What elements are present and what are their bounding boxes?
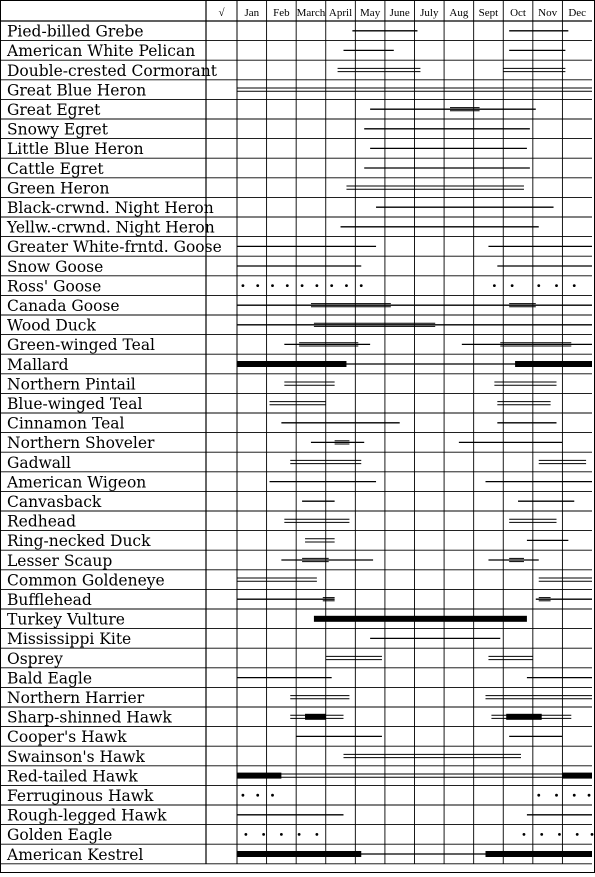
species-name: Sharp-shinned Hawk [7, 708, 172, 727]
species-name: Green Heron [7, 179, 110, 198]
occurrence-marks [237, 31, 593, 857]
occurrence-dot [262, 833, 265, 836]
month-label-feb: Feb [273, 7, 290, 19]
species-name: Red-tailed Hawk [7, 767, 138, 786]
occurrence-bar-thick [237, 851, 361, 857]
occurrence-dot [360, 284, 363, 287]
species-name: American Wigeon [7, 473, 147, 492]
species-name: Wood Duck [7, 316, 96, 335]
occurrence-bar-thick [562, 773, 592, 779]
species-name: Lesser Scaup [7, 551, 113, 570]
species-name: Cattle Egret [7, 159, 104, 178]
occurrence-dot [301, 284, 304, 287]
occurrence-bar-thick [305, 714, 326, 720]
month-label-oct: Oct [510, 7, 526, 19]
species-name: Snow Goose [7, 257, 104, 276]
occurrence-bar-thick [506, 851, 542, 857]
species-name: Bald Eagle [7, 669, 93, 688]
occurrence-dot [523, 833, 526, 836]
month-headers [218, 7, 586, 19]
species-name: Pied-billed Grebe [7, 22, 144, 41]
species-name: Little Blue Heron [7, 140, 144, 159]
species-name: Golden Eagle [7, 826, 113, 845]
species-name: Black-crwnd. Night Heron [7, 199, 214, 217]
species-name: Great Egret [7, 101, 101, 119]
species-name: Great Blue Heron [7, 81, 147, 100]
month-label-dec: Dec [568, 7, 587, 19]
occurrence-dot [330, 284, 333, 287]
species-name: Osprey [7, 649, 63, 668]
month-label-july: July [420, 7, 439, 19]
species-name: Mississippi Kite [7, 630, 132, 649]
species-name: Ross' Goose [7, 277, 102, 296]
species-name: Northern Harrier [7, 689, 145, 707]
occurrence-dot [298, 833, 301, 836]
occurrence-dot [555, 794, 558, 797]
occurrence-dot [345, 284, 348, 287]
occurrence-dot [271, 284, 274, 287]
species-name: Common Goldeneye [7, 571, 165, 590]
species-name: Greater White-frntd. Goose [7, 238, 222, 257]
occurrence-dot [286, 284, 289, 287]
species-name: Turkey Vulture [7, 610, 125, 629]
species-name: Cinnamon Teal [7, 414, 125, 433]
occurrence-dot [588, 794, 591, 797]
month-label-june: June [389, 7, 410, 19]
occurrence-dot [242, 794, 245, 797]
occurrence-dot [555, 284, 558, 287]
month-label-sept: Sept [478, 7, 499, 19]
occurrence-dot [537, 794, 540, 797]
species-name: Gadwall [7, 453, 71, 472]
occurrence-dot [493, 284, 496, 287]
month-label-aug: Aug [449, 7, 469, 19]
species-name: Redhead [7, 512, 77, 531]
occurrence-dot [244, 833, 247, 836]
species-name: Green-winged Teal [7, 336, 156, 355]
occurrence-dot [573, 284, 576, 287]
month-label-april: April [328, 7, 353, 19]
species-name: Snowy Egret [7, 120, 108, 139]
month-label-nov: Nov [538, 7, 558, 19]
species-name: Blue-winged Teal [7, 395, 143, 413]
occurrence-dot [271, 794, 274, 797]
occurrence-dot [315, 284, 318, 287]
occurrence-dot [256, 794, 259, 797]
species-name: Mallard [7, 355, 69, 374]
occurrence-dot [315, 833, 318, 836]
species-name: American Kestrel [7, 845, 144, 864]
occurrence-dot [540, 833, 543, 836]
occurrence-dot [256, 284, 259, 287]
occurrence-dot [576, 833, 579, 836]
species-name: Canada Goose [7, 297, 120, 315]
occurrence-bar-thick [237, 773, 281, 779]
occurrence-bar-thick [506, 714, 542, 720]
occurrence-dot [591, 833, 594, 836]
occurrence-dot [537, 284, 540, 287]
occurrence-dot [280, 833, 283, 836]
species-name: Canvasback [7, 493, 102, 511]
species-name: Bufflehead [7, 591, 92, 609]
species-name: American White Pelican [7, 42, 196, 61]
species-name: Ferruginous Hawk [7, 787, 154, 805]
species-name: Cooper's Hawk [7, 728, 127, 747]
occurrence-bar-thick [515, 361, 592, 367]
month-label-jan: Jan [244, 7, 260, 19]
species-name: Northern Shoveler [7, 434, 155, 453]
occurrence-dot [573, 794, 576, 797]
species-name: Ring-necked Duck [7, 532, 151, 551]
occurrence-bar-thick [237, 361, 346, 367]
month-label-may: May [360, 7, 381, 19]
occurrence-dot [242, 284, 245, 287]
occurrence-dot [558, 833, 561, 836]
species-name: Rough-legged Hawk [7, 806, 167, 825]
species-name: Yellw.-crwnd. Night Heron [7, 218, 215, 237]
month-label-march: March [296, 7, 326, 19]
species-name: Northern Pintail [7, 375, 136, 394]
check-column-label: √ [218, 7, 225, 19]
occurrence-bar-thick [314, 616, 527, 622]
occurrence-chart [1, 1, 594, 872]
species-name: Double-crested Cormorant [7, 61, 217, 80]
species-name: Swainson's Hawk [7, 747, 145, 766]
occurrence-dot [511, 284, 514, 287]
